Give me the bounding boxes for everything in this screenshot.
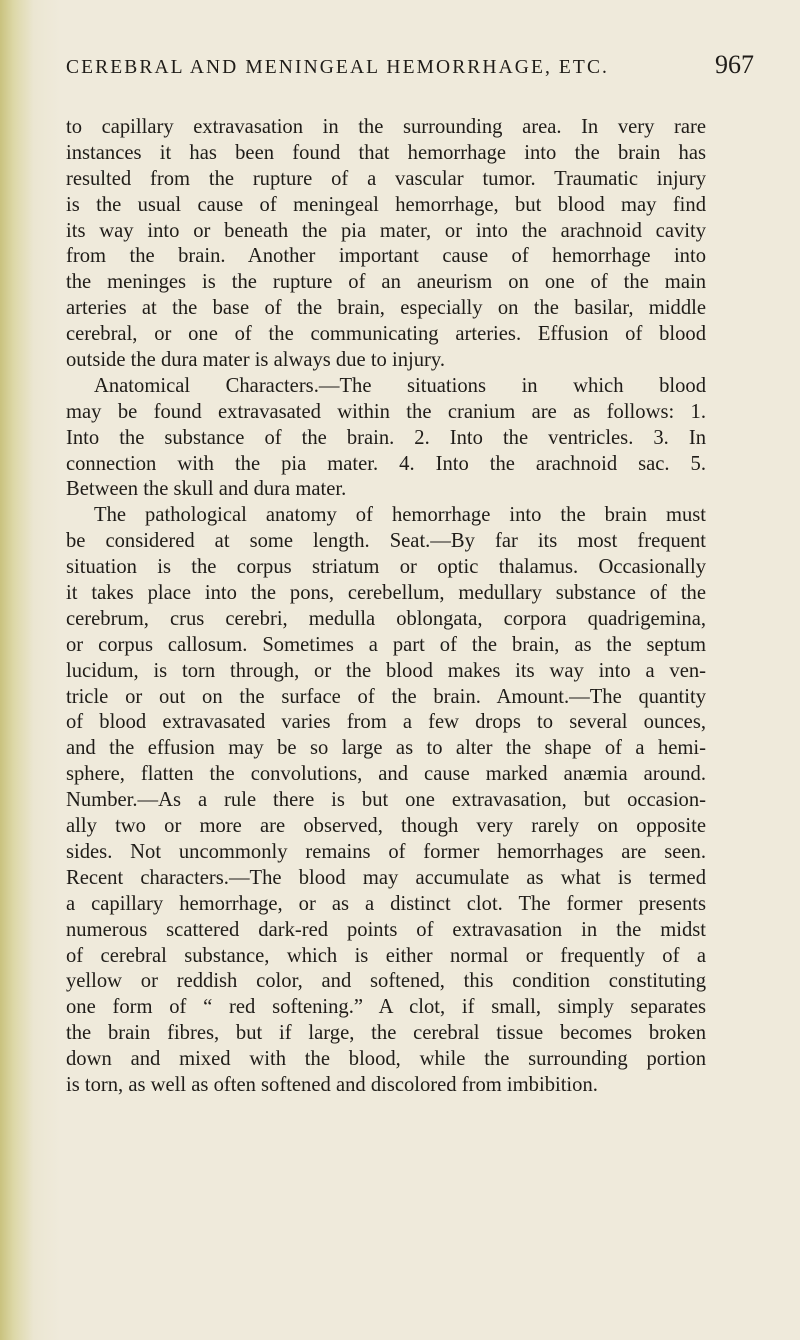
text-line: cerebral, or one of the communicating arteries. Effusion of blood: [66, 323, 706, 346]
text-line: ally two or more are observed, though very rarely on opposite: [66, 815, 706, 838]
text-line: be considered at some length. Seat.—By far its most frequent: [66, 530, 706, 553]
text-line: Number.—As a rule there is but one extravasation, but occasion-: [66, 789, 706, 812]
text-line: down and mixed with the blood, while the surrounding portion: [66, 1048, 706, 1071]
text-line: from the brain. Another important cause of hemorrhage into: [66, 245, 706, 268]
text-line: to capillary extravasation in the surrounding area. In very rare: [66, 116, 706, 138]
body-text: [66, 115, 706, 1099]
text-line: tricle or out on the surface of the brain. Amount.—The quantity: [66, 685, 706, 708]
text-line: may be found extravasated within the cranium are as follows: 1.: [66, 400, 706, 423]
text-line: connection with the pia mater. 4. Into the arachnoid sac. 5.: [66, 452, 706, 475]
running-head: CEREBRAL AND MENINGEAL HEMORRHAGE, ETC.: [66, 57, 610, 78]
text-line: numerous scattered dark-red points of extravasation in the midst: [66, 918, 706, 941]
text-line: and the effusion may be so large as to alter the shape of a hemi-: [66, 737, 706, 760]
text-line: yellow or reddish color, and softened, this condition constituting: [66, 970, 706, 993]
text-line: it takes place into the pons, cerebellum, medullary substance of the: [66, 582, 706, 605]
text-line: lucidum, is torn through, or the blood makes its way into a ven-: [66, 659, 706, 682]
text-line: is torn, as well as often softened and discolored from imbibition.: [66, 1073, 598, 1096]
text-line: Between the skull and dura mater.: [66, 478, 347, 501]
text-line: instances it has been found that hemorrhage into the brain has: [66, 141, 706, 164]
text-line: arteries at the base of the brain, especially on the basilar, middle: [66, 297, 706, 320]
text-line: outside the dura mater is always due to injury.: [66, 349, 445, 372]
text-line: its way into or beneath the pia mater, or into the arachnoid cavity: [66, 219, 706, 242]
text-line: of blood extravasated varies from a few drops to several ounces,: [66, 711, 706, 734]
text-line: is the usual cause of meningeal hemorrhage, but blood may find: [66, 193, 706, 216]
text-line: or corpus callosum. Sometimes a part of the brain, as the septum: [66, 633, 706, 656]
text-line: Into the substance of the brain. 2. Into the ventricles. 3. In: [66, 426, 706, 449]
text-line: resulted from the rupture of a vascular tumor. Traumatic injury: [66, 167, 706, 190]
text-line: sphere, flatten the convolutions, and cause marked anæmia around.: [66, 763, 706, 786]
text-line: Recent characters.—The blood may accumulate as what is termed: [66, 866, 706, 889]
text-line: the meninges is the rupture of an aneurism on one of the main: [66, 271, 706, 294]
page-number: 967: [715, 50, 754, 79]
text-line: of cerebral substance, which is either normal or frequently of a: [66, 944, 706, 967]
text-line: sides. Not uncommonly remains of former hemorrhages are seen.: [66, 840, 706, 863]
text-line: Anatomical Characters.—The situations in which blood: [94, 374, 706, 397]
page-header: [66, 50, 766, 91]
text-line: the brain fibres, but if large, the cerebral tissue becomes broken: [66, 1022, 706, 1045]
text-line: situation is the corpus striatum or optic thalamus. Occasionally: [66, 556, 706, 579]
text-line: one form of “ red softening.” A clot, if small, simply separates: [66, 996, 706, 1019]
text-line: The pathological anatomy of hemorrhage into the brain must: [94, 504, 706, 527]
text-line: cerebrum, crus cerebri, medulla oblongata, corpora quadrigemina,: [66, 607, 706, 630]
text-line: a capillary hemorrhage, or as a distinct clot. The former presents: [66, 892, 706, 915]
